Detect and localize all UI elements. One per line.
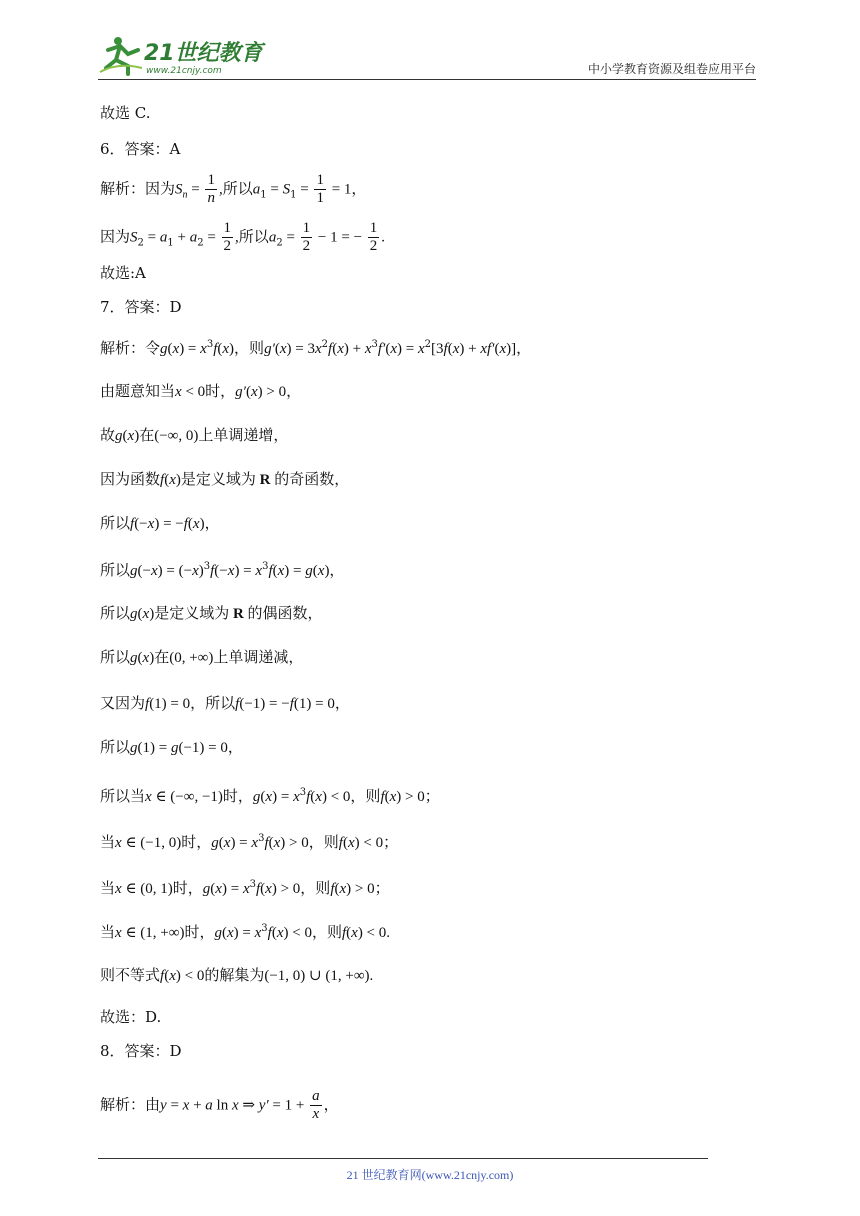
footer-link[interactable]: 21 世纪教育网(www.21cnjy.com) bbox=[346, 1168, 514, 1182]
text-line: 因为函数f(x)是定义域为 R 的奇函数， bbox=[100, 470, 350, 488]
header-divider bbox=[98, 79, 756, 80]
text-line: 解析：因为$S_n$ = $\frac{1}{n}$ ,所以$a_1 = S_1$ = $\frac{1}{1}$ = 1， bbox=[100, 172, 367, 206]
text-line: 又因为f(1) = 0，所以f(−1) = −f(1) = 0， bbox=[100, 694, 350, 712]
text-line: 当x ∈ (−1, 0)时，$g(x) = x^3f(x) > 0$，则f(x) < 0； bbox=[100, 833, 399, 851]
text-line: 故选 C. bbox=[100, 104, 151, 122]
text-line: 因为$S_2 = a_1 + a_2$ = $\frac{1}{2}$ ,所以$a_2$ = $\frac{1}{2}$ − 1 = − $\frac{1}{2}$ . bbox=[100, 220, 386, 254]
answer-6: 6．答案：A bbox=[100, 140, 181, 158]
text-line: 故选：D. bbox=[100, 1008, 162, 1026]
text-line: 则不等式f(x) < 0的解集为(−1, 0) ∪ (1, +∞). bbox=[100, 966, 374, 984]
text-line: 故g(x)在(−∞, 0)上单调递增， bbox=[100, 426, 289, 444]
text-line: 所以g(x)在(0, +∞)上单调递减， bbox=[100, 648, 304, 666]
text-line: 所以g(x)是定义域为 R 的偶函数， bbox=[100, 604, 323, 622]
text-line: 当x ∈ (0, 1)时，$g(x) = x^3f(x) > 0$，则f(x) > 0； bbox=[100, 879, 390, 897]
text-line: 所以g(1) = g(−1) = 0， bbox=[100, 738, 243, 756]
text-line: 所以$g(-x) = (-x)^3f(-x) = x^3f(x) = g(x)$， bbox=[100, 561, 345, 579]
platform-name: 中小学教育资源及组卷应用平台 bbox=[587, 62, 756, 76]
text-line: 所以当x ∈ (−∞, −1)时，$g(x) = x^3f(x) < 0$，则f(x) > 0； bbox=[100, 787, 440, 805]
text-line: 由题意知当x < 0时，g′(x) > 0， bbox=[100, 382, 302, 400]
site-logo bbox=[98, 32, 266, 78]
text-line: 所以f(−x) = −f(x)， bbox=[100, 514, 220, 532]
text-line: 当x ∈ (1, +∞)时，$g(x) = x^3f(x) < 0$，则f(x) < 0. bbox=[100, 923, 391, 941]
logo-url: www.21cnjy.com bbox=[146, 66, 222, 76]
text-line: 解析：令$g(x) = x^3f(x)$，则$g'(x) = 3x^2f(x) + x^3f'(x) = x^2[3f(x) + xf'(x)]$， bbox=[100, 339, 532, 357]
footer-divider bbox=[98, 1158, 708, 1159]
runner-icon bbox=[100, 37, 142, 74]
answer-7: 7．答案：D bbox=[100, 298, 182, 316]
logo-text: 21世纪教育 bbox=[144, 41, 263, 66]
text-line: 故选:A bbox=[100, 264, 146, 282]
answer-8: 8．答案：D bbox=[100, 1042, 182, 1060]
text-line: 解析：由y = x + a ln x ⇒ y′ = 1 + $\frac{a}{x}$ ， bbox=[100, 1088, 339, 1122]
